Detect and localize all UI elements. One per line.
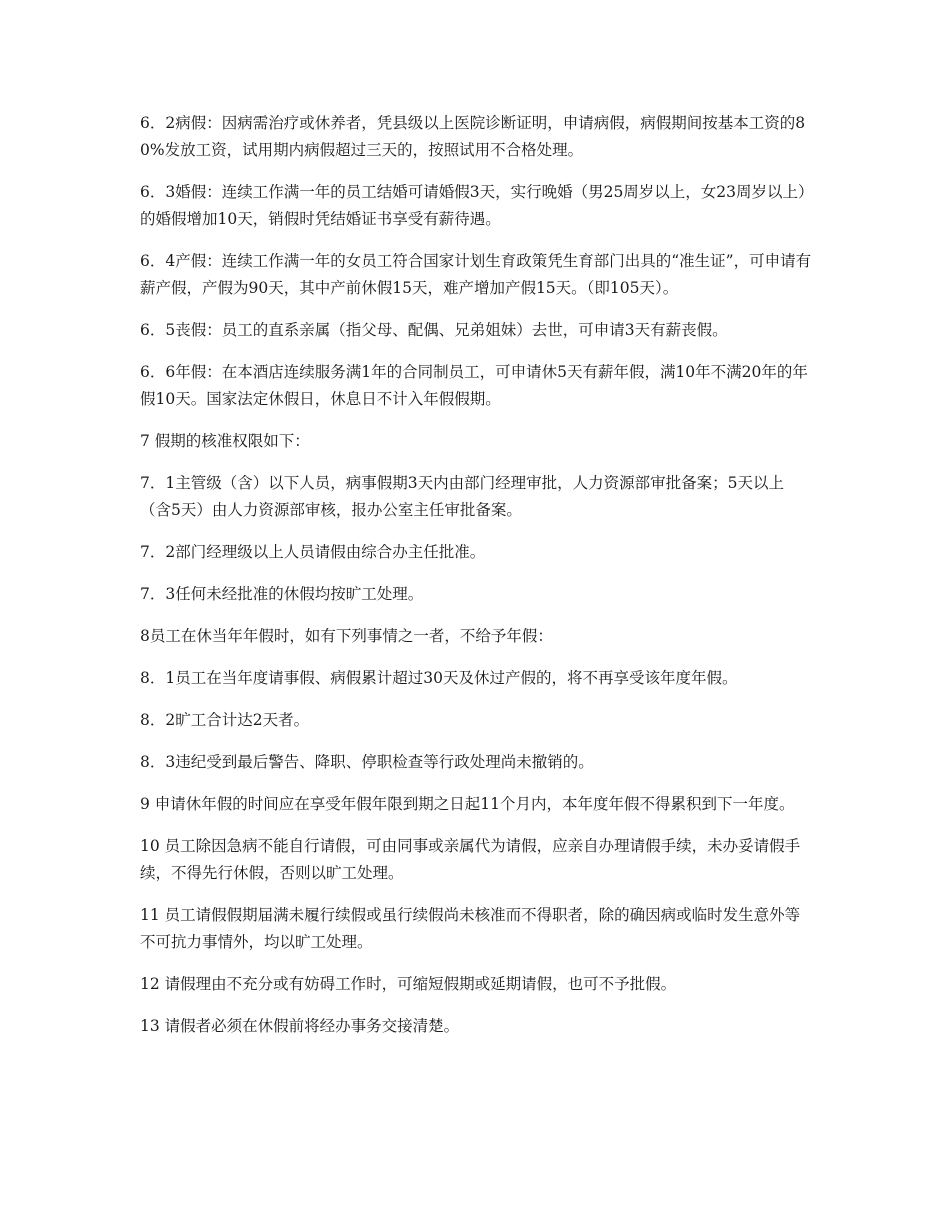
paragraph-6-4-maternity-leave: 6．4产假：连续工作满一年的女员工符合国家计划生育政策凭生育部门出具的“准生证”，可申请有薪产假，产假为90天，其中产前休假15天，难产增加产假15天。（即105天）。: [140, 252, 812, 297]
paragraph-8-annual-leave-exclusions: 8员工在休当年年假时，如有下列事情之一者，不给予年假：: [140, 627, 553, 645]
paragraph-6-6-annual-leave: 6．6年假：在本酒店连续服务满1年的合同制员工，可申请休5天有薪年假，满10年不满20年的年假10天。国家法定休假日，休息日不计入年假假期。: [140, 363, 808, 408]
paragraph-7-1: 7．1主管级（含）以下人员，病事假期3天内由部门经理审批，人力资源部审批备案；5天以上（含5天）由人力资源部审核，报办公室主任审批备案。: [140, 474, 784, 519]
paragraph-11: 11 员工请假假期届满未履行续假或虽行续假尚未核准而不得职者，除的确因病或临时发生意外等不可抗力事情外，均以旷工处理。: [140, 906, 801, 951]
paragraph-7-2: 7．2部门经理级以上人员请假由综合办主任批准。: [140, 543, 486, 561]
paragraph-7-approval-authority: 7 假期的核准权限如下：: [140, 432, 310, 450]
paragraph-10: 10 员工除因急病不能自行请假，可由同事或亲属代为请假，应亲自办理请假手续，未办妥请假手续，不得先行休假，否则以旷工处理。: [140, 837, 801, 882]
paragraph-9: 9 申请休年假的时间应在享受年假年限到期之日起11个月内，本年度年假不得累积到下一年度。: [140, 795, 795, 813]
paragraph-13: 13 请假者必须在休假前将经办事务交接清楚。: [140, 1017, 460, 1035]
paragraph-12: 12 请假理由不充分或有妨碍工作时，可缩短假期或延期请假，也可不予批假。: [140, 975, 677, 993]
paragraph-7-3: 7．3任何未经批准的休假均按旷工处理。: [140, 585, 424, 603]
paragraph-8-2: 8．2旷工合计达2天者。: [140, 711, 310, 729]
paragraph-6-5-bereavement-leave: 6．5丧假：员工的直系亲属（指父母、配偶、兄弟姐妹）去世，可申请3天有薪丧假。: [140, 321, 728, 339]
paragraph-6-2-sick-leave: 6．2病假：因病需治疗或休养者，凭县级以上医院诊断证明，申请病假，病假期间按基本工资的80%发放工资，试用期内病假超过三天的，按照试用不合格处理。: [140, 114, 806, 159]
paragraph-8-3: 8．3违纪受到最后警告、降职、停职检查等行政处理尚未撤销的。: [140, 753, 594, 771]
paragraph-8-1: 8．1员工在当年度请事假、病假累计超过30天及休过产假的，将不再享受该年度年假。: [140, 669, 738, 687]
document-body: [140, 110, 812, 1055]
paragraph-6-3-marriage-leave: 6．3婚假：连续工作满一年的员工结婚可请婚假3天，实行晚婚（男25周岁以上，女23周岁以上）的婚假增加10天，销假时凭结婚证书享受有薪待遇。: [140, 183, 806, 228]
